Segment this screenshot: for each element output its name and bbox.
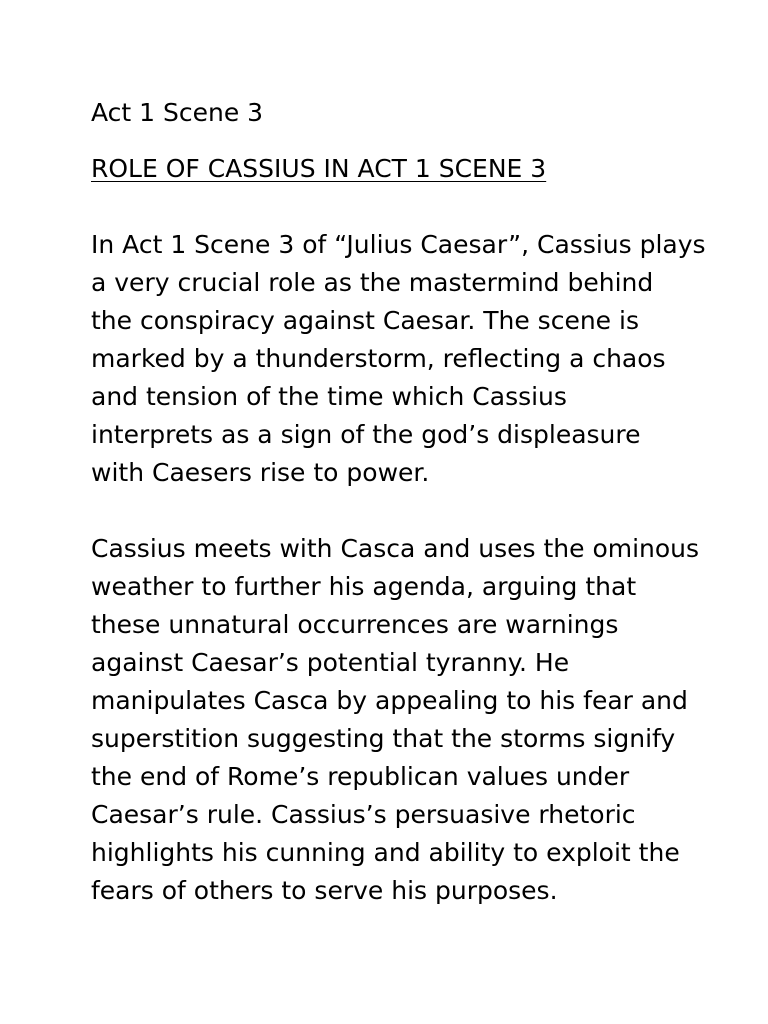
paragraph-line: marked by a thunderstorm, reflecting a chaos (91, 344, 666, 373)
paragraph-line: the end of Rome’s republican values under (91, 762, 630, 791)
paragraph-line: Cassius meets with Casca and uses the ominous (91, 534, 700, 563)
scene-title: Act 1 Scene 3 (91, 98, 264, 127)
section-heading: ROLE OF CASSIUS IN ACT 1 SCENE 3 (91, 154, 547, 183)
paragraph-line: In Act 1 Scene 3 of “Julius Caesar”, Cassius plays (91, 230, 706, 259)
document-page (91, 94, 706, 948)
paragraph-line: with Caesers rise to power. (91, 458, 430, 487)
paragraph-1 (91, 226, 706, 492)
paragraph-line: Caesar’s rule. Cassius’s persuasive rhetoric (91, 800, 636, 829)
paragraph-line: against Caesar’s potential tyranny. He (91, 648, 570, 677)
paragraph-line: the conspiracy against Caesar. The scene is (91, 306, 639, 335)
paragraph-line: these unnatural occurrences are warnings (91, 610, 619, 639)
paragraph-line: manipulates Casca by appealing to his fear and (91, 686, 688, 715)
paragraph-line: and tension of the time which Cassius (91, 382, 567, 411)
paragraph-line: highlights his cunning and ability to exploit the (91, 838, 680, 867)
paragraph-line: weather to further his agenda, arguing that (91, 572, 637, 601)
paragraph-line: superstition suggesting that the storms signify (91, 724, 676, 753)
paragraph-line: fears of others to serve his purposes. (91, 876, 558, 905)
paragraph-line: a very crucial role as the mastermind behind (91, 268, 654, 297)
paragraph-2 (91, 530, 700, 910)
paragraph-line: interprets as a sign of the god’s displeasure (91, 420, 641, 449)
